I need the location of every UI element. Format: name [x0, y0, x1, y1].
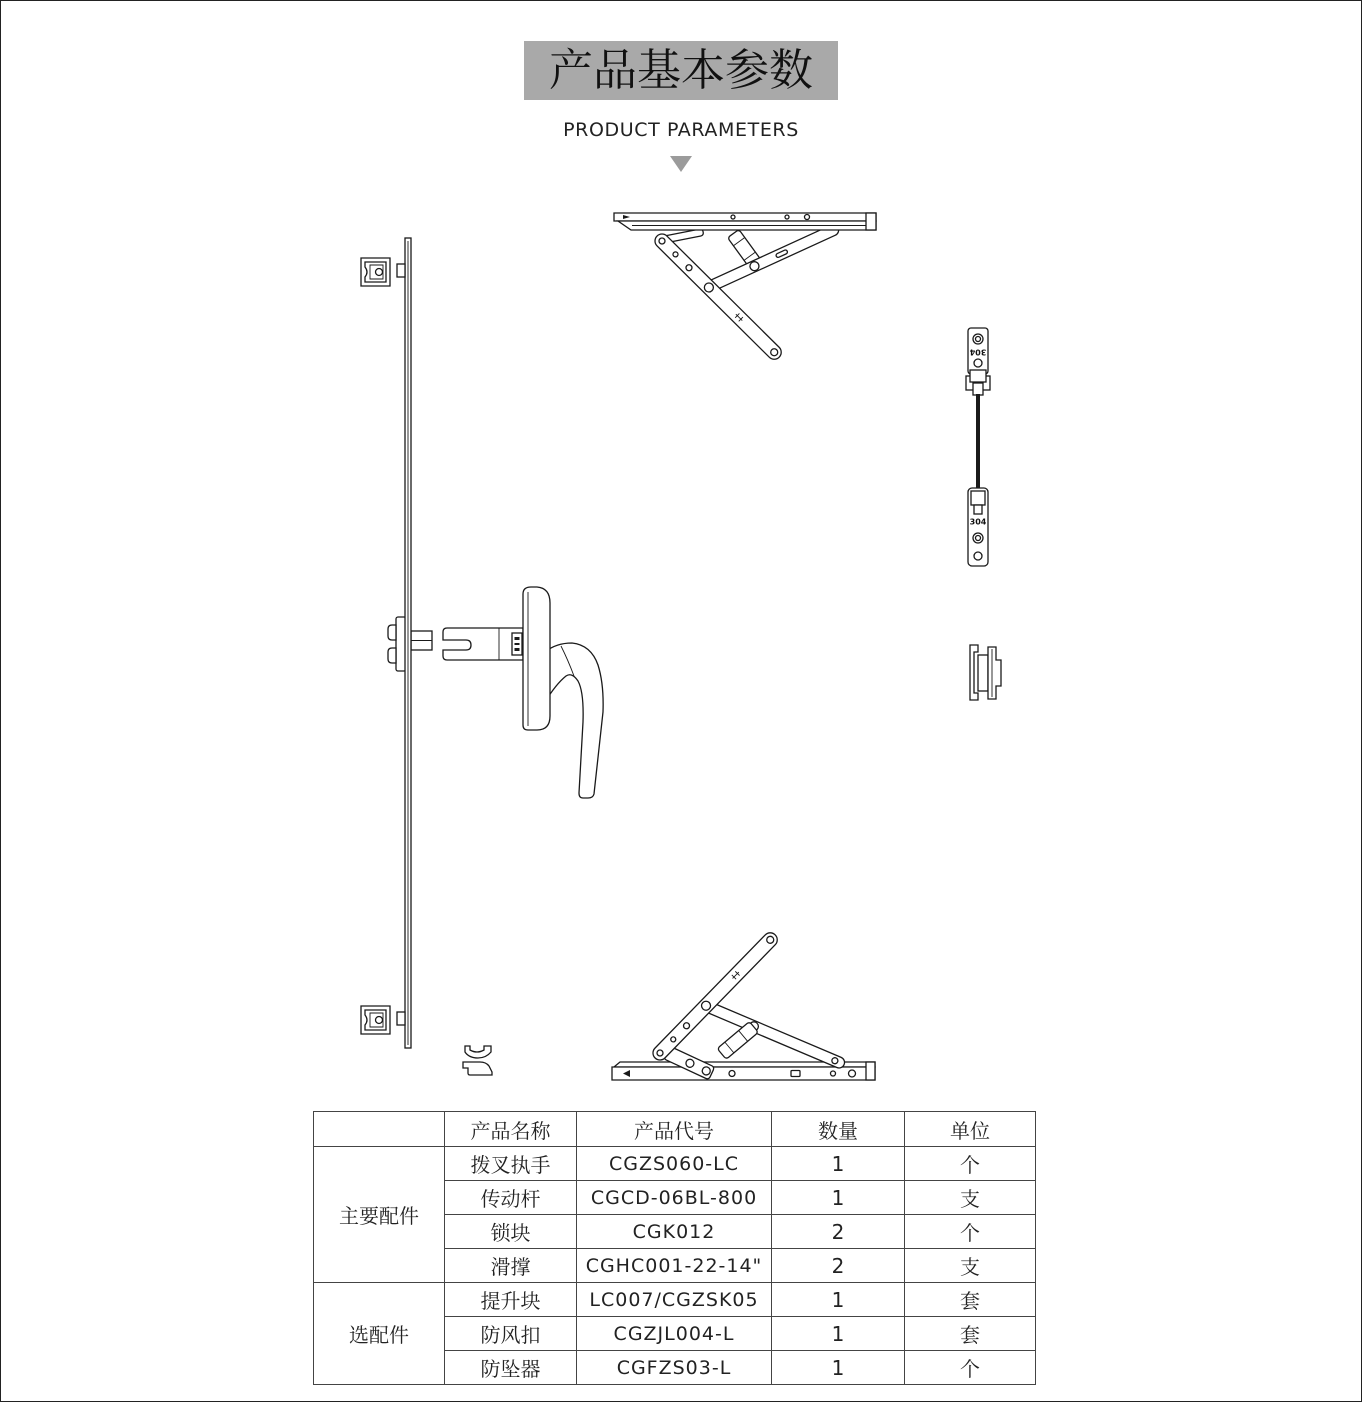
stay-sash-arm — [652, 231, 784, 362]
stay-sash-arm-body — [652, 231, 784, 362]
table-header-row — [314, 1112, 1036, 1147]
table-cell-qty: 1 — [772, 1181, 905, 1215]
table-cell-qty: 2 — [772, 1249, 905, 1283]
lift-block — [463, 1046, 492, 1075]
hole — [974, 359, 982, 367]
table-cell-name: 传动杆 — [445, 1181, 577, 1215]
rod-connector-top — [397, 264, 405, 277]
table-cell-unit: 支 — [905, 1181, 1036, 1215]
product-parameter-table — [313, 1111, 1036, 1385]
table-cell-qty: 1 — [772, 1283, 905, 1317]
table-cell-unit: 个 — [905, 1351, 1036, 1385]
hole — [729, 1071, 735, 1077]
table-cell-code: CGHC001-22-14" — [577, 1249, 772, 1283]
wind-buckle-bracket — [970, 645, 978, 700]
stay-link-arm-body — [698, 999, 846, 1070]
lift-block-saddle — [465, 1046, 491, 1058]
table-cell-name: 滑撑 — [445, 1249, 577, 1283]
stay-track — [614, 213, 876, 230]
table-cell-code: CGZJL004-L — [577, 1317, 772, 1351]
stay-track-endcap — [866, 1062, 875, 1080]
table-cell-qty: 1 — [772, 1147, 905, 1181]
table-cell-code: CGK012 — [577, 1215, 772, 1249]
hole — [805, 215, 810, 220]
table-cell-qty: 1 — [772, 1317, 905, 1351]
gearbox-lug-bottom — [388, 648, 396, 663]
restrictor-clamp-neck — [974, 505, 982, 514]
handle-lever — [545, 643, 603, 798]
hole — [785, 215, 789, 219]
stay-link-arm — [701, 223, 840, 295]
stay-sash-arm — [650, 930, 780, 1063]
table-row — [314, 1147, 1036, 1181]
restrictor-neck — [973, 383, 983, 395]
lock-block-bottom — [361, 1006, 390, 1034]
table-row — [314, 1283, 1036, 1317]
table-group-optional-parts: 选配件 — [314, 1283, 445, 1385]
table-header-group — [314, 1112, 445, 1147]
friction-stay-bottom — [612, 930, 875, 1080]
page-subtitle: PRODUCT PARAMETERS — [563, 119, 799, 141]
stay-track-endcap — [866, 213, 876, 230]
handle-fork-spindle — [443, 628, 523, 660]
table-header-name: 产品名称 — [445, 1112, 577, 1147]
table-cell-name: 拨叉执手 — [445, 1147, 577, 1181]
restrictor — [966, 328, 990, 566]
restrictor-top-label: 304 — [969, 347, 987, 357]
table-cell-unit: 个 — [905, 1147, 1036, 1181]
table-cell-name: 防风扣 — [445, 1317, 577, 1351]
stay-strut-body — [717, 1022, 758, 1060]
table-cell-code: CGCD-06BL-800 — [577, 1181, 772, 1215]
hole — [976, 337, 981, 342]
restrictor-bottom-label: 304 — [969, 517, 987, 527]
stay-link-arm — [698, 999, 846, 1070]
lift-block-base — [463, 1062, 492, 1075]
lock-block-screw-hole — [376, 1017, 383, 1024]
wind-buckle — [970, 645, 1001, 700]
table-cell-unit: 个 — [905, 1215, 1036, 1249]
handle-base-plate — [523, 587, 550, 730]
transmission-rod — [388, 238, 432, 1048]
handle-tag-mark — [515, 648, 520, 651]
table-header-qty: 数量 — [772, 1112, 905, 1147]
table-cell-name: 锁块 — [445, 1215, 577, 1249]
slot — [791, 1071, 800, 1077]
table-header-unit: 单位 — [905, 1112, 1036, 1147]
lock-block-screw-hole — [376, 269, 383, 276]
table-cell-name: 提升块 — [445, 1283, 577, 1317]
handle-tag-mark — [515, 637, 520, 640]
table-cell-code: CGFZS03-L — [577, 1351, 772, 1385]
stay-track-flange — [614, 213, 876, 221]
table-cell-name: 防坠器 — [445, 1351, 577, 1385]
hole — [849, 1070, 856, 1077]
table-cell-unit: 套 — [905, 1317, 1036, 1351]
stay-link-arm-body — [701, 223, 840, 295]
rod-connector-bottom — [397, 1012, 405, 1025]
restrictor-slider — [970, 370, 986, 382]
restrictor-cable — [976, 394, 980, 490]
table-cell-qty: 1 — [772, 1351, 905, 1385]
triangle-down-icon — [670, 156, 692, 172]
lock-block-top — [361, 258, 390, 286]
hole — [974, 552, 982, 560]
restrictor-clamp — [971, 491, 985, 505]
table-cell-code: CGZS060-LC — [577, 1147, 772, 1181]
stay-strut — [717, 1022, 758, 1060]
gearbox-lug-top — [388, 625, 396, 640]
table-cell-unit: 支 — [905, 1249, 1036, 1283]
handle-tag-mark — [515, 643, 520, 645]
hole — [731, 215, 735, 219]
wind-buckle-hook — [988, 647, 1001, 699]
fork-handle — [443, 587, 603, 798]
friction-stay-top — [614, 213, 876, 362]
page-title: 产品基本参数 — [524, 41, 838, 100]
table-cell-code: LC007/CGZSK05 — [577, 1283, 772, 1317]
stay-sash-arm-body — [650, 930, 780, 1063]
hole — [831, 1071, 836, 1076]
table-group-main-parts: 主要配件 — [314, 1147, 445, 1283]
table-cell-unit: 套 — [905, 1283, 1036, 1317]
table-cell-qty: 2 — [772, 1215, 905, 1249]
table-header-code: 产品代号 — [577, 1112, 772, 1147]
hole — [976, 536, 981, 541]
wind-buckle-core — [978, 655, 988, 691]
